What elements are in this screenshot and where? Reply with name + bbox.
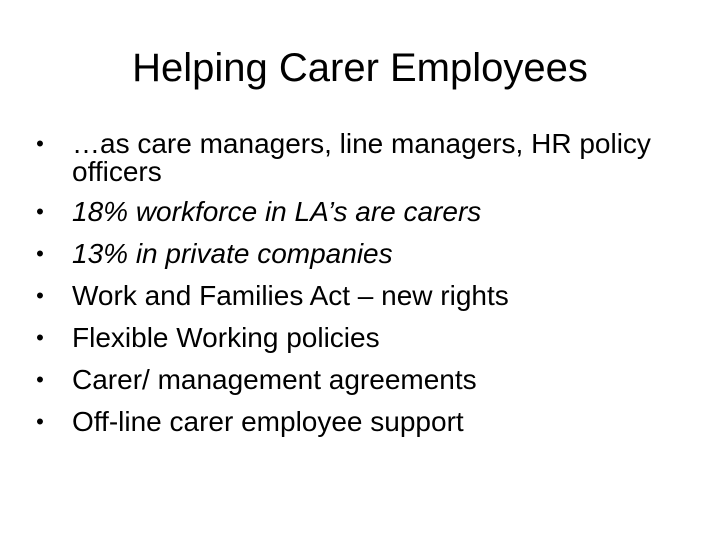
bullet-text: Carer/ management agreements	[72, 364, 477, 395]
bullet-item	[30, 198, 690, 226]
bullet-text: Off-line carer employee support	[72, 406, 464, 437]
bullet-text: …as care managers, line managers, HR policy officers	[72, 128, 651, 187]
bullet-item	[30, 282, 690, 310]
bullet-icon: •	[36, 367, 44, 392]
bullet-icon: •	[36, 131, 44, 156]
bullet-icon: •	[36, 241, 44, 266]
bullet-item	[30, 130, 690, 186]
bullet-item	[30, 324, 690, 352]
bullet-icon: •	[36, 283, 44, 308]
bullet-list	[30, 130, 690, 450]
bullet-icon: •	[36, 409, 44, 434]
bullet-item	[30, 240, 690, 268]
bullet-icon: •	[36, 199, 44, 224]
bullet-text: Work and Families Act – new rights	[72, 280, 509, 311]
bullet-text: 13% in private companies	[72, 238, 393, 269]
bullet-item	[30, 408, 690, 436]
bullet-text: 18% workforce in LA’s are carers	[72, 196, 482, 227]
bullet-item	[30, 366, 690, 394]
slide-title: Helping Carer Employees	[132, 46, 588, 90]
bullet-text: Flexible Working policies	[72, 322, 380, 353]
bullet-icon: •	[36, 325, 44, 350]
